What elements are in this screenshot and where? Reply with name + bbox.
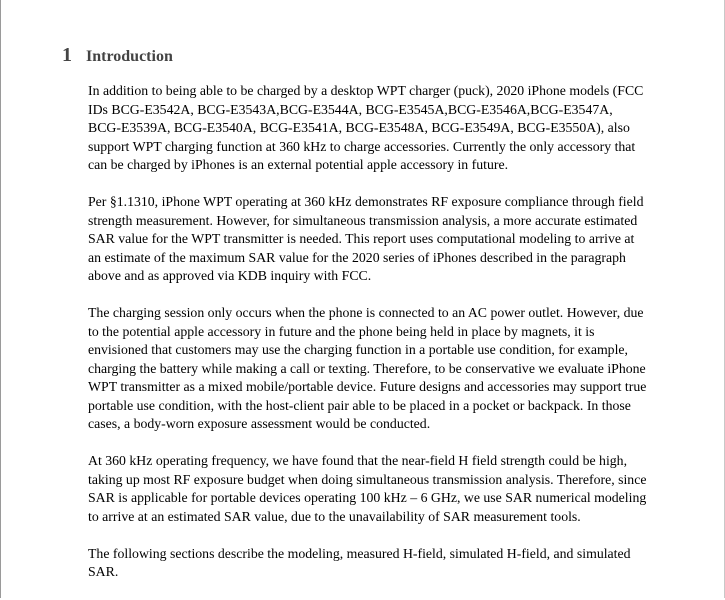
- paragraph-charging-session: The charging session only occurs when the phone is connected to an AC power outlet. However, due to the potential apple accessory in future and the phone being held in place by magnets, it is envisioned that customers may use the charging function in a portable use condition, for example, charging the battery while making a call or texting. Therefore, to be conservative we evaluate iPhone WPT transmitter as a mixed mobile/portable device. Future designs and accessories may support true portable use condition, with the host-client pair able to be placed in a pocket or backpack. In those cases, a body-worn exposure assessment would be conducted.: [88, 305, 647, 431]
- paragraph-wpt-charging: In addition to being able to be charged by a desktop WPT charger (puck), 2020 iPhone models (FCC IDs BCG-E3542A, BCG-E3543A,BCG-E3544A, BCG-E3545A,BCG-E3546A,BCG-E3547A, BCG-E3539A, BCG-E3540A, BCG-E3541A, BCG-E3548A, BCG-E3549A, BCG-E3550A), also support WPT charging function at 360 kHz to charge accessories. Currently the only accessory that can be charged by iPhones is an external potential apple accessory in future.: [88, 83, 644, 172]
- paragraph-sar-modeling: At 360 kHz operating frequency, we have found that the near-field H field strength could be high, taking up most RF exposure budget when doing simultaneous transmission analysis. Therefore, since SAR is applicable for portable devices operating 100 kHz – 6 GHz, we use SAR numerical modeling to arrive at an estimated SAR value, due to the unavailability of SAR measurement tools.: [88, 453, 647, 524]
- page-left-edge: [0, 0, 1, 598]
- section-heading: [62, 44, 173, 67]
- section-title: Introduction: [86, 48, 173, 65]
- paragraph-rf-exposure: Per §1.1310, iPhone WPT operating at 360 kHz demonstrates RF exposure compliance through field strength measurement. However, for simultaneous transmission analysis, a more accurate estimated SAR value for the WPT transmitter is needed. This report uses computational modeling to arrive at an estimate of the maximum SAR value for the 2020 series of iPhones described in the paragraph above and as approved via KDB inquiry with FCC.: [88, 194, 644, 283]
- paragraph-following-sections: The following sections describe the modeling, measured H-field, simulated H-field, and simulated SAR.: [88, 545, 631, 579]
- section-number: 1: [62, 44, 72, 66]
- section-body: [88, 82, 648, 600]
